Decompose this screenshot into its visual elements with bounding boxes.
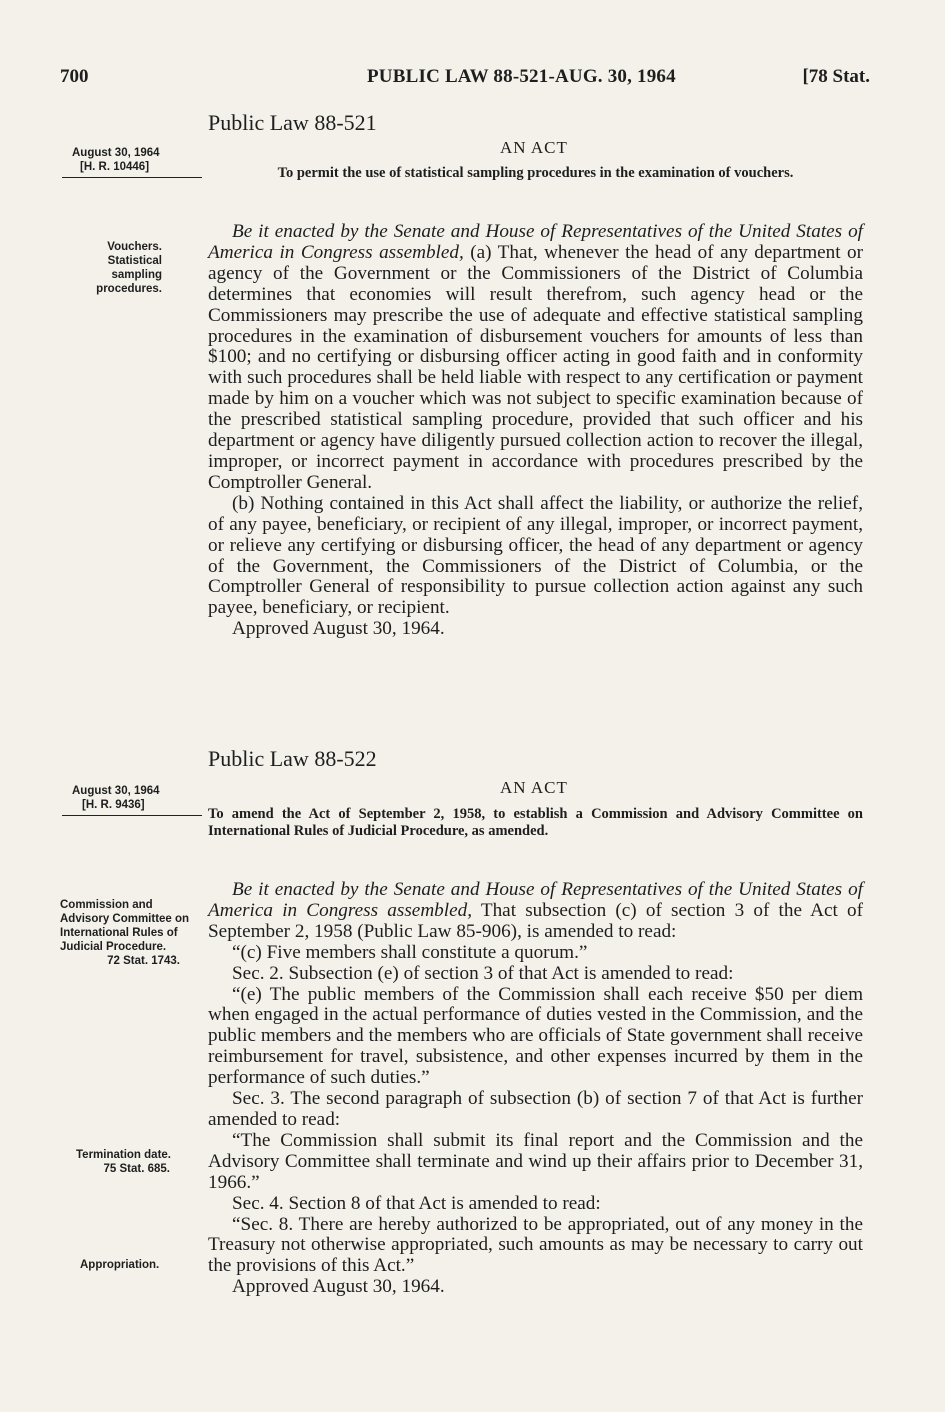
law1-an-act: AN ACT: [500, 138, 568, 157]
law2-approved: Approved August 30, 1964.: [232, 1276, 445, 1298]
running-title: PUBLIC LAW 88-521-AUG. 30, 1964: [367, 66, 676, 87]
law2-margin-note-termination: Termination date. 75 Stat. 685.: [76, 1149, 171, 1175]
law1-bill-number: [H. R. 10446]: [80, 161, 150, 173]
law2-an-act: AN ACT: [500, 778, 568, 797]
running-header: [60, 66, 870, 90]
law2-bill-number: [H. R. 9436]: [82, 799, 145, 811]
law1-body: [208, 222, 863, 640]
law1-date: August 30, 1964: [72, 147, 160, 159]
law2-sec4-quote: “Sec. 8. There are hereby authorized to be appropriated, out of any money in the Treasury not otherwise appropriated, such amounts as may be necessary to carry out the provisions of this Act.”: [208, 1213, 863, 1277]
law2-sec3-quote: “The Commission shall submit its final report and the Commission and the Advisory Committee shall terminate and wind up their affairs prior to December 31, 1966.”: [208, 1129, 863, 1193]
law2-sec2-quote: “(e) The public members of the Commission shall each receive $50 per diem when engaged in the actual performance of duties vested in the Commission, and the public members and the members who are officials of State government shall receive reimbursement for travel, subsistence, and other expenses incurred by them in the performance of such duties.”: [208, 983, 863, 1089]
law1-purpose: To permit the use of statistical sampling procedures in the examination of vouchers.: [277, 165, 794, 181]
law2-date-rule: [62, 815, 202, 816]
law2-date-block: [62, 784, 200, 816]
law1-title: Public Law 88-521: [208, 110, 377, 135]
law1-para-b: (b) Nothing contained in this Act shall affect the liability, or authorize the relief, of any payee, beneficiary, or recipient of any illegal, improper, or incorrect payment, or relieve any certifying or disbursing officer, the head of any department or agency of the Government, the Commissioners of the District of Columbia, or the Comptroller General of responsibility to pursue collection action against any such payee, beneficiary, or recipient.: [208, 492, 863, 619]
law1-approved: Approved August 30, 1964.: [232, 618, 445, 640]
volume-reference: [78 Stat.: [802, 66, 870, 87]
law2-margin-note-commission: Commission and Advisory Committee on International Rules of Judicial Procedure. 72 Stat. 1743.: [60, 899, 190, 967]
law1-para-a: Be it enacted by the Senate and House of Representatives of the United States of America in Congress assembled, (a) That, whenever the head of any department or agency of the Government or the Commissioners of the District of Columbia determines that economies will result therefrom, such agency head or the Commissioners may prescribe the use of adequate and effective statistical sampling procedures in the examination of disbursement vouchers for amounts of less than $100; and no certifying or disbursing officer acting in good faith and in conformity with such procedures shall be held liable with respect to any certification or payment made by him on a voucher which was not subject to specific examination because of the prescribed statistical sampling procedure, provided that such officer and his department or agency have diligently pursued collection action to recover the illegal, improper, or incorrect payment in accordance with procedures prescribed by the Comptroller General.: [208, 221, 864, 493]
law1-enacting-clause: Be it enacted by the Senate and House of Representatives of the United States of America in Congress assembled,: [208, 221, 863, 263]
law1-margin-note: Vouchers. Statistical sampling procedures.: [96, 241, 162, 295]
law2-purpose: To amend the Act of September 2, 1958, to establish a Commission and Advisory Committee on International Rules of Judicial Procedure, as amended.: [208, 806, 863, 839]
law2-sec4: Sec. 4. Section 8 of that Act is amended to read:: [232, 1192, 601, 1214]
page-number: 700: [60, 66, 89, 87]
law2-body: [208, 880, 863, 1298]
law2-enacting-clause: Be it enacted by the Senate and House of Representatives of the United States of America in Congress assembled,: [208, 879, 863, 921]
law2-title: Public Law 88-522: [208, 746, 377, 771]
law2-sec2: Sec. 2. Subsection (e) of section 3 of that Act is amended to read:: [232, 962, 734, 984]
law2-sec1-quote: “(c) Five members shall constitute a quorum.”: [232, 941, 588, 963]
law1-date-rule: [62, 177, 202, 178]
law2-margin-note-appropriation: Appropriation.: [80, 1259, 160, 1271]
law2-date: August 30, 1964: [72, 785, 160, 797]
law2-sec3: Sec. 3. The second paragraph of subsection (b) of section 7 of that Act is further amended to read:: [208, 1088, 863, 1130]
law1-date-block: [62, 146, 200, 178]
law2-sec1: Be it enacted by the Senate and House of Representatives of the United States of America in Congress assembled, That subsection (c) of section 3 of the Act of September 2, 1958 (Public Law 85-906), is amended to read:: [208, 879, 863, 942]
